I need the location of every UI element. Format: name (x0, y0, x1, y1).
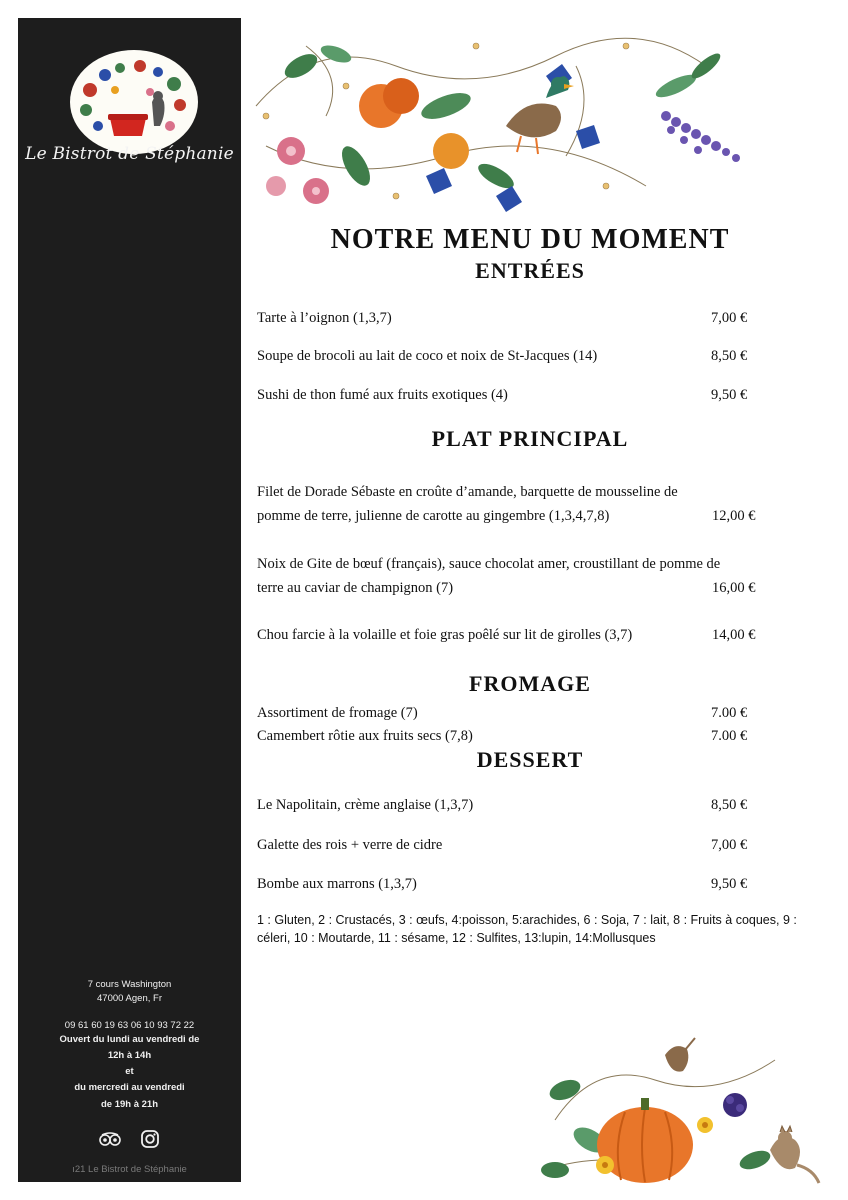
menu-item-entree-2: Soupe de brocoli au lait de coco et noix de St-Jacques (14) (257, 348, 598, 364)
menu-title: NOTRE MENU DU MOMENT (330, 224, 730, 255)
logo-illustration (70, 50, 198, 154)
menu-price-dessert-1: 8,50 € (711, 797, 748, 813)
menu-item-plat-3: Chou farcie à la volaille et foie gras poêlé sur lit de girolles (3,7) (257, 627, 633, 643)
menu-item-fromage-1: Assortiment de fromage (7) (257, 705, 418, 721)
tripadvisor-icon[interactable] (99, 1128, 121, 1150)
menu-price-entree-3: 9,50 € (711, 387, 748, 403)
menu-price-plat-3: 14,00 € (712, 627, 756, 643)
logo (70, 50, 198, 154)
menu-price-dessert-3: 9,50 € (711, 876, 748, 892)
menu-item-plat-1-line-1: Filet de Dorade Sébaste en croûte d’amande, barquette de mousseline de (257, 484, 678, 500)
menu-price-plat-2: 16,00 € (712, 580, 756, 596)
hours-line-3: et (125, 1066, 134, 1077)
dessert-heading: DESSERT (476, 747, 584, 772)
allergen-legend: 1 : Gluten, 2 : Crustacés, 3 : œufs, 4:poisson, 5:arachides, 6 : Soja, 7 : lait, 8 : Fruits à coques, 9 : céleri, 10 : Moutarde, 11 : sésame, 12 : Sulfites, 13:lupin, 14:Mollusques (257, 913, 797, 945)
sidebar (18, 18, 241, 1182)
menu-item-plat-2-line-2: terre au caviar de champignon (7) (257, 580, 454, 596)
menu-item-plat-1-line-2: pomme de terre, julienne de carotte au gingembre (1,3,4,7,8) (257, 508, 610, 524)
phone-numbers: 09 61 60 19 63 06 10 93 72 22 (64, 1020, 195, 1031)
menu-item-dessert-1: Le Napolitain, crème anglaise (1,3,7) (257, 797, 474, 813)
plat-heading: PLAT PRINCIPAL (431, 426, 629, 451)
menu-item-entree-1: Tarte à l’oignon (1,3,7) (257, 310, 392, 326)
brand-name: Le Bistrot de Stéphanie (25, 144, 234, 164)
social-links (18, 1128, 241, 1150)
copyright: ı21 Le Bistrot de Stéphanie (72, 1164, 187, 1175)
menu-item-dessert-3: Bombe aux marrons (1,3,7) (257, 876, 417, 892)
menu-price-plat-1: 12,00 € (712, 508, 756, 524)
hours-line-2: 12h à 14h (107, 1050, 152, 1061)
menu-price-entree-1: 7,00 € (711, 310, 748, 326)
menu-item-plat-2-line-1: Noix de Gite de bœuf (français), sauce chocolat amer, croustillant de pomme de (257, 556, 721, 572)
hours-line-5: de 19h à 21h (100, 1099, 159, 1110)
menu-price-dessert-2: 7,00 € (711, 837, 748, 853)
instagram-icon[interactable] (139, 1128, 161, 1150)
menu-price-fromage-1: 7.00 € (711, 705, 748, 721)
entrees-heading: ENTRÉES (475, 258, 585, 283)
menu-item-entree-3: Sushi de thon fumé aux fruits exotiques (4) (257, 387, 508, 403)
menu-price-entree-2: 8,50 € (711, 348, 748, 364)
hours-line-1: Ouvert du lundi au vendredi de (59, 1034, 200, 1045)
menu-item-fromage-2: Camembert rôtie aux fruits secs (7,8) (257, 728, 473, 744)
autumn-illustration-bottom (535, 1030, 825, 1190)
floral-illustration-top (246, 26, 756, 222)
menu-price-fromage-2: 7.00 € (711, 728, 748, 744)
address-line-2: 47000 Agen, Fr (97, 993, 162, 1004)
menu-item-dessert-2: Galette des rois + verre de cidre (257, 837, 443, 853)
fromage-heading: FROMAGE (469, 671, 591, 696)
address-line-1: 7 cours Washington (87, 979, 172, 990)
hours-line-4: du mercredi au vendredi (74, 1082, 185, 1093)
